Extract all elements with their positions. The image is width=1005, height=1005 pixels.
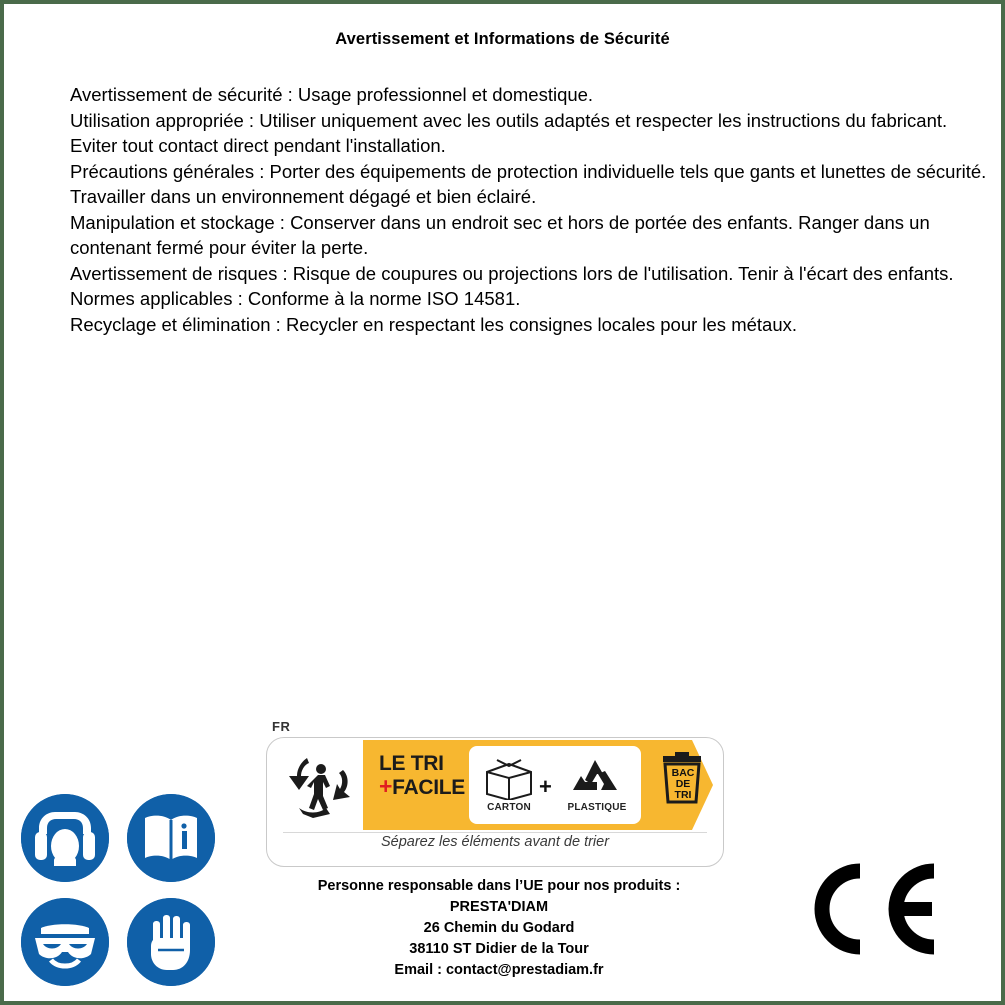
tri-headline-line2: FACILE xyxy=(392,776,466,799)
responsible-person-company: PRESTA'DIAM xyxy=(449,899,549,915)
paragraph-handling-storage: Manipulation et stockage : Conserver dans un endroit sec et hors de portée des enfants. Ranger dans un contenant fermé pour éviter la perte. xyxy=(70,211,930,258)
responsible-person-email: Email : contact@prestadiam.fr xyxy=(394,962,604,978)
paragraph-safety-warning: Avertissement de sécurité : Usage professionnel et domestique. xyxy=(70,84,594,105)
responsible-person-heading: Personne responsable dans l’UE pour nos produits : xyxy=(317,878,681,894)
tri-box xyxy=(266,737,724,867)
tri-headline xyxy=(379,752,467,799)
read-instructions-icon xyxy=(127,794,215,882)
ear-protection-icon xyxy=(21,794,109,882)
triman-sorting-label xyxy=(266,719,726,869)
bin-label-line1: BAC xyxy=(671,767,695,779)
safety-information-text xyxy=(70,82,990,337)
paragraph-applicable-standards: Normes applicables : Conforme à la norme ISO 14581. xyxy=(70,288,521,309)
paragraph-recycling-disposal: Recyclage et élimination : Recycler en respectant les consignes locales pour les métaux. xyxy=(70,313,798,335)
country-code-label: FR xyxy=(272,719,291,734)
tri-caption: Séparez les éléments avant de trier xyxy=(380,834,610,850)
triman-figure-icon xyxy=(283,752,359,820)
paragraph-appropriate-use: Utilisation appropriée : Utiliser uniquement avec les outils adaptés et respecter les instructions du fabricant. Eviter tout contact direct pendant l'installation. xyxy=(70,109,948,156)
ce-marking-icon xyxy=(804,859,944,959)
eye-protection-icon xyxy=(21,898,109,986)
page-title: Avertissement et Informations de Sécurité xyxy=(335,30,670,48)
paragraph-general-precautions: Précautions générales : Porter des équipements de protection individuelle tels que gants et lunettes de sécurité. Travailler dans un environnement dégagé et bien éclairé. xyxy=(70,160,987,207)
paragraph-risk-warning: Avertissement de risques : Risque de coupures ou projections lors de l'utilisation. Tenir à l'écart des enfants. xyxy=(70,262,954,284)
responsible-person-block xyxy=(219,876,779,981)
tri-divider xyxy=(283,832,707,833)
bin-label-line3: TRI xyxy=(674,789,692,801)
responsible-person-street: 26 Chemin du Godard xyxy=(423,920,575,936)
bin-label xyxy=(659,768,707,801)
mandatory-pictogram-group xyxy=(21,794,223,986)
material-label-carton: CARTON xyxy=(487,802,531,813)
tri-headline-line1: LE TRI xyxy=(379,752,444,775)
material-separator-plus: + xyxy=(539,774,552,799)
responsible-person-city: 38110 ST Didier de la Tour xyxy=(409,941,589,957)
hand-protection-icon xyxy=(127,898,215,986)
cardboard-box-icon xyxy=(481,756,537,800)
bin-label-line2: DE xyxy=(675,778,691,790)
recycle-triangle-icon xyxy=(567,756,623,800)
tri-headline-plus: + xyxy=(379,773,393,799)
material-label-plastique: PLASTIQUE xyxy=(567,802,627,813)
